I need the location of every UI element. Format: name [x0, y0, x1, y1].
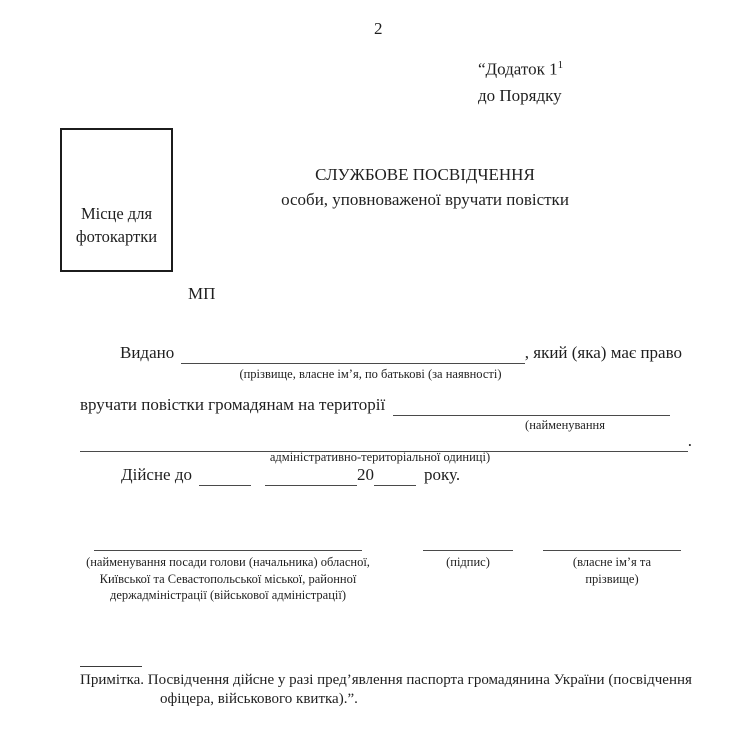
- admin-unit-period: .: [687, 431, 692, 450]
- territory-line: [80, 394, 670, 416]
- signature-position-line: [94, 548, 362, 551]
- appendix-superscript: 1: [557, 59, 564, 71]
- signature-name-caption-2: прізвище): [585, 571, 639, 586]
- page-number: 2: [374, 19, 383, 38]
- signature-sign-caption: (підпис): [446, 555, 490, 569]
- admin-unit-caption: адміністративно-територіальної одиниці): [269, 450, 491, 464]
- appendix-line: [478, 52, 563, 83]
- territory-blank: [393, 394, 670, 416]
- signature-position-column: [78, 548, 378, 604]
- certificate-title: СЛУЖБОВЕ ПОСВІДЧЕННЯ: [315, 165, 535, 184]
- certificate-title-block: [180, 162, 670, 212]
- footnote-line-1: Примітка. Посвідчення дійсне у разі пред’явлення паспорта громадянина України (посвідчення: [80, 672, 692, 688]
- validity-prefix: Дійсне до: [121, 465, 193, 484]
- procedure-line: до Порядку: [478, 85, 562, 105]
- validity-line: [121, 464, 460, 486]
- validity-month-blank: [265, 464, 357, 486]
- validity-year-blank: [374, 464, 416, 486]
- stamp-mark: МП: [188, 284, 216, 303]
- signature-position-caption-3: держадміністрації (військової адміністрації): [109, 588, 346, 602]
- signature-name-line: [543, 548, 681, 551]
- validity-suffix: року.: [424, 465, 461, 484]
- issued-suffix: , який (яка) має право: [524, 343, 682, 362]
- validity-day-blank: [199, 464, 251, 486]
- signature-position-caption-2: Київської та Севастопольської міської, районної: [99, 571, 357, 586]
- certificate-subtitle: особи, уповноваженої вручати повістки: [281, 190, 569, 209]
- appendix-header: [478, 52, 563, 109]
- photo-box: [60, 128, 173, 272]
- territory-caption: (найменування: [525, 418, 605, 432]
- footnote-rule: [80, 666, 142, 667]
- signature-sign-column: [423, 548, 513, 571]
- signature-sign-line: [423, 548, 513, 551]
- validity-year-prefix: 20: [357, 465, 375, 484]
- signature-name-column: [543, 548, 681, 587]
- issued-prefix: Видано: [120, 343, 175, 362]
- issued-line: [120, 342, 682, 364]
- issued-name-blank: [181, 342, 525, 364]
- signature-position-caption-1: (найменування посади голови (начальника) обласної,: [86, 555, 370, 569]
- signature-name-caption-1: (власне ім’я та: [572, 555, 652, 569]
- territory-text: вручати повістки громадянам на території: [80, 395, 386, 414]
- appendix-label: “Додаток 1: [478, 59, 558, 79]
- issued-caption: (прізвище, власне ім’я, по батькові (за наявності): [239, 367, 502, 381]
- footnote: [80, 671, 698, 709]
- photo-box-label: Місце для фотокартки: [75, 204, 158, 246]
- footnote-line-2: офіцера, військового квитка).”.: [160, 691, 358, 707]
